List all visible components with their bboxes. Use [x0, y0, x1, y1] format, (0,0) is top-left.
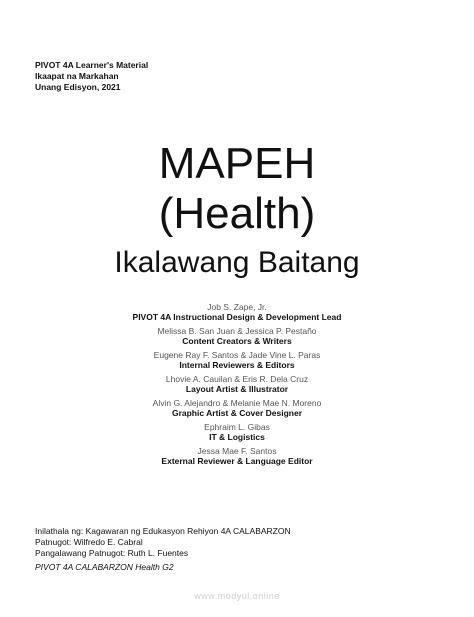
credit-role: Layout Artist & Illustrator	[185, 384, 289, 394]
credit-role: Content Creators & Writers	[182, 336, 292, 346]
grade-title: Ikalawang Baitang	[114, 246, 360, 279]
credit-entry	[0, 350, 474, 370]
quarter-label: Ikaapat na Markahan	[35, 71, 119, 81]
component-title: (Health)	[158, 189, 316, 238]
credit-entry	[0, 446, 474, 466]
publisher-line: Inilathala ng: Kagawaran ng Edukasyon Rehiyon 4A CALABARZON	[35, 526, 291, 536]
edition-label: Unang Edisyon, 2021	[35, 82, 121, 92]
page-footer: PIVOT 4A CALABARZON Health G2	[35, 562, 174, 572]
credit-role: Internal Reviewers & Editors	[179, 360, 295, 370]
credit-names: Alvin G. Alejandro & Melanie Mae N. Moreno	[152, 398, 322, 408]
credit-role: PIVOT 4A Instructional Design & Development Lead	[132, 312, 342, 322]
credit-names: Lhovie A. Cauilan & Eris R. Dela Cruz	[165, 374, 309, 384]
credit-entry	[0, 398, 474, 418]
credit-role: IT & Logistics	[209, 432, 265, 442]
credit-names: Eugene Ray F. Santos & Jade Vine L. Paras	[153, 350, 321, 360]
credit-names: Job S. Zape, Jr.	[207, 302, 267, 312]
credit-names: Jessa Mae F. Santos	[197, 446, 277, 456]
credit-entry	[0, 302, 474, 322]
watermark: www.modyul.online	[194, 591, 280, 601]
credit-entry	[0, 374, 474, 394]
publication-info	[35, 526, 291, 559]
editor-line: Patnugot: Wilfredo E. Cabral	[35, 537, 143, 547]
credit-role: External Reviewer & Language Editor	[161, 456, 313, 466]
credits-list	[0, 302, 474, 470]
assistant-editor-line: Pangalawang Patnugot: Ruth L. Fuentes	[35, 548, 189, 558]
credit-entry	[0, 326, 474, 346]
material-label: PIVOT 4A Learner's Material	[35, 60, 149, 70]
credit-names: Ephraim L. Gibas	[204, 422, 270, 432]
credit-names: Melissa B. San Juan & Jessica P. Pestaño	[157, 326, 317, 336]
credit-entry	[0, 422, 474, 442]
credit-role: Graphic Artist & Cover Designer	[171, 408, 303, 418]
subject-title: MAPEH	[158, 139, 316, 188]
edition-header	[35, 60, 148, 93]
